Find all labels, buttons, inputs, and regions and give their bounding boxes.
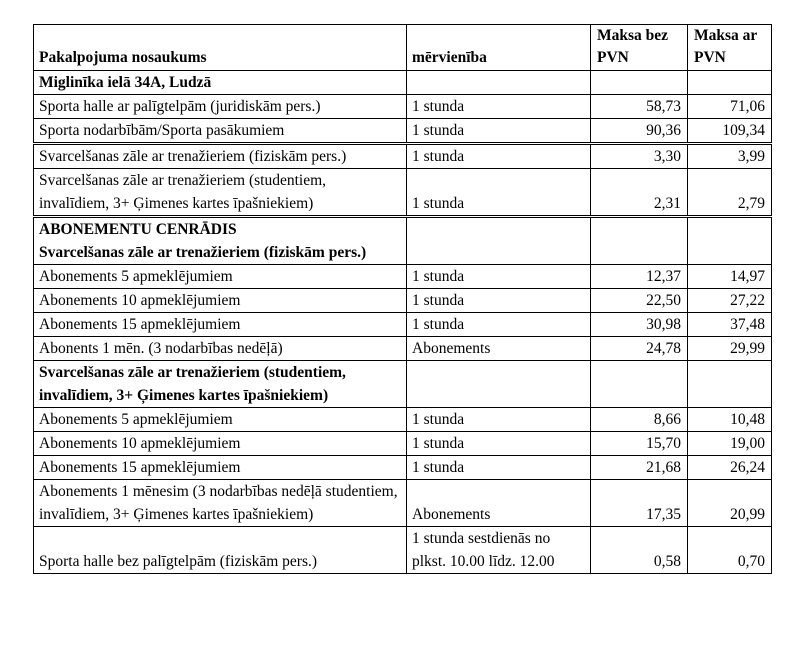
service-name-cell: [34, 71, 407, 95]
header-price-with-vat: Maksa ar PVN: [688, 25, 772, 71]
service-name: Abonements 5 apmeklējumiem: [39, 268, 233, 285]
price-with-vat-cell: [688, 217, 772, 265]
unit-cell: 1 stunda: [407, 119, 591, 144]
header-price-no-vat: Maksa bez PVN: [591, 25, 688, 71]
service-name: Sporta nodarbībām/Sporta pasākumiem: [39, 122, 285, 139]
header-service-name: Pakalpojuma nosaukums: [34, 25, 407, 71]
unit-cell: 1 stunda: [407, 432, 591, 456]
unit-cell: 1 stunda: [407, 169, 591, 217]
price-no-vat-cell: 24,78: [591, 337, 688, 361]
price-with-vat-cell: 26,24: [688, 456, 772, 480]
price-no-vat-cell: 30,98: [591, 313, 688, 337]
table-row: [34, 432, 772, 456]
service-name-cell: [34, 432, 407, 456]
table-row: [34, 480, 772, 527]
price-no-vat-cell: 3,30: [591, 144, 688, 169]
price-no-vat-cell: 22,50: [591, 289, 688, 313]
table-row: [34, 119, 772, 144]
price-with-vat-cell: 109,34: [688, 119, 772, 144]
price-no-vat-cell: 58,73: [591, 95, 688, 119]
service-subsection-name: Svarcelšanas zāle ar trenažieriem (fiziskām pers.): [39, 244, 367, 261]
section-header-row: [34, 217, 772, 265]
header-unit: mērvienība: [407, 25, 591, 71]
unit-cell: 1 stunda: [407, 144, 591, 169]
price-with-vat-cell: 0,70: [688, 527, 772, 574]
table-row: [34, 456, 772, 480]
price-with-vat-cell: 20,99: [688, 480, 772, 527]
price-with-vat-cell: [688, 71, 772, 95]
unit-cell: Abonements: [407, 337, 591, 361]
unit-cell: 1 stunda: [407, 456, 591, 480]
unit-cell: 1 stunda: [407, 265, 591, 289]
service-name-cell: [34, 480, 407, 527]
unit-cell: 1 stunda: [407, 313, 591, 337]
price-no-vat-cell: [591, 361, 688, 408]
service-name: Abonements 15 apmeklējumiem: [39, 459, 241, 476]
service-name-cell: [34, 95, 407, 119]
table-row: [34, 408, 772, 432]
unit-cell: 1 stunda: [407, 408, 591, 432]
table-row: [34, 313, 772, 337]
price-no-vat-cell: 2,31: [591, 169, 688, 217]
price-no-vat-cell: [591, 217, 688, 265]
service-name-cell: [34, 217, 407, 265]
price-no-vat-cell: 8,66: [591, 408, 688, 432]
service-name-cell: [34, 361, 407, 408]
price-no-vat-cell: [591, 71, 688, 95]
service-name: Abonements 5 apmeklējumiem: [39, 411, 233, 428]
table-row: [34, 169, 772, 217]
table-row: [34, 337, 772, 361]
price-with-vat-cell: 19,00: [688, 432, 772, 456]
unit-cell: 1 stunda: [407, 289, 591, 313]
service-name-cell: [34, 144, 407, 169]
price-with-vat-cell: 29,99: [688, 337, 772, 361]
service-name: Abonements 10 apmeklējumiem: [39, 292, 241, 309]
service-name: Sporta halle ar palīgtelpām (juridiskām pers.): [39, 98, 321, 115]
service-name-cell: [34, 169, 407, 217]
service-name-cell: [34, 456, 407, 480]
service-name: Abonements 15 apmeklējumiem: [39, 316, 241, 333]
price-with-vat-cell: 10,48: [688, 408, 772, 432]
table-row: [34, 289, 772, 313]
service-name-cell: [34, 337, 407, 361]
price-no-vat-cell: 17,35: [591, 480, 688, 527]
service-name: Abonements 10 apmeklējumiem: [39, 435, 241, 452]
service-name: ABONEMENTU CENRĀDIS: [39, 221, 237, 238]
service-name-cell: [34, 527, 407, 574]
price-no-vat-cell: 15,70: [591, 432, 688, 456]
service-name-cell: [34, 265, 407, 289]
service-name: Svarcelšanas zāle ar trenažieriem (studentiem, invalīdiem, 3+ Ģimenes kartes īpašniekiem): [39, 364, 346, 404]
price-no-vat-cell: 0,58: [591, 527, 688, 574]
table-row: [34, 265, 772, 289]
unit-cell: Abonements: [407, 480, 591, 527]
unit-cell: [407, 71, 591, 95]
price-list-table: [33, 24, 772, 574]
price-no-vat-cell: 90,36: [591, 119, 688, 144]
service-name-cell: [34, 408, 407, 432]
service-name-cell: [34, 313, 407, 337]
price-with-vat-cell: 71,06: [688, 95, 772, 119]
service-name: Svarcelšanas zāle ar trenažieriem (fiziskām pers.): [39, 148, 347, 165]
service-name: Miglinīka ielā 34A, Ludzā: [39, 74, 212, 91]
service-name: Svarcelšanas zāle ar trenažieriem (studentiem, invalīdiem, 3+ Ģimenes kartes īpašniekiem): [39, 172, 327, 212]
unit-cell: [407, 217, 591, 265]
unit-cell: 1 stunda sestdienās no plkst. 10.00 līdz. 12.00: [407, 527, 591, 574]
table-row: [34, 527, 772, 574]
price-no-vat-cell: 21,68: [591, 456, 688, 480]
section-header-row: [34, 361, 772, 408]
price-with-vat-cell: 37,48: [688, 313, 772, 337]
price-with-vat-cell: [688, 361, 772, 408]
price-with-vat-cell: 27,22: [688, 289, 772, 313]
service-name: Sporta halle bez palīgtelpām (fiziskām pers.): [39, 553, 318, 570]
service-name: Abonements 1 mēnesim (3 nodarbības nedēļā studentiem, invalīdiem, 3+ Ģimenes kartes īpašniekiem): [39, 483, 398, 523]
price-with-vat-cell: 3,99: [688, 144, 772, 169]
unit-cell: 1 stunda: [407, 95, 591, 119]
service-name-cell: [34, 119, 407, 144]
section-header-row: [34, 71, 772, 95]
service-name: Abonents 1 mēn. (3 nodarbības nedēļā): [39, 340, 283, 357]
table-header-row: [34, 25, 772, 71]
service-name-cell: [34, 289, 407, 313]
unit-cell: [407, 361, 591, 408]
table-row: [34, 95, 772, 119]
price-with-vat-cell: 14,97: [688, 265, 772, 289]
table-row: [34, 144, 772, 169]
price-no-vat-cell: 12,37: [591, 265, 688, 289]
price-with-vat-cell: 2,79: [688, 169, 772, 217]
